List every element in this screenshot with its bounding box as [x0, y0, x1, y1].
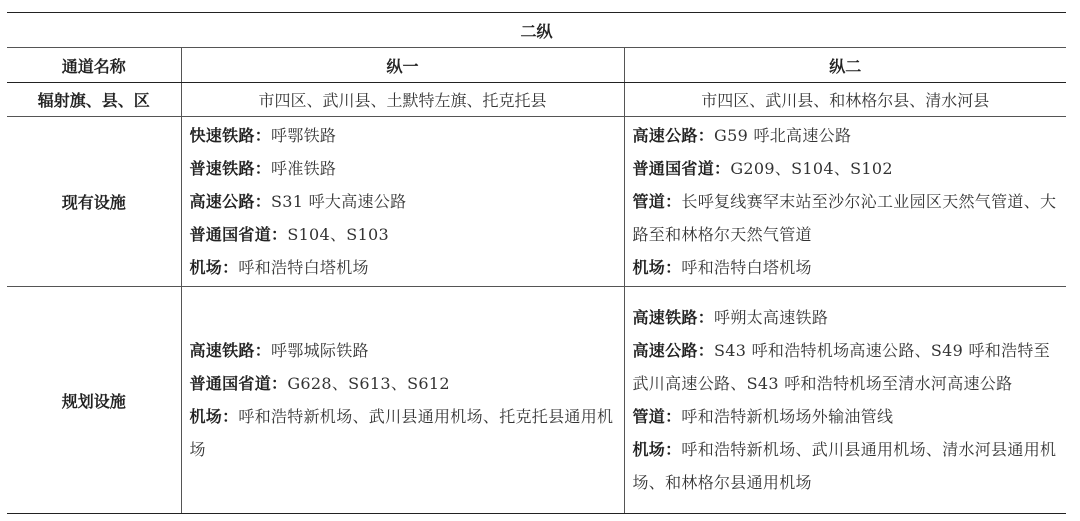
facility-entry [190, 251, 616, 284]
facility-value: S31 呼大高速公路 [271, 192, 407, 211]
facility-type: 机场： [632, 258, 682, 277]
facility-value: 呼和浩特新机场、武川县通用机场、清水河县通用机场、和林格尔县通用机场 [632, 440, 1057, 492]
table-title-row [7, 13, 1066, 48]
facility-type: 快速铁路： [189, 126, 272, 145]
facility-entry [190, 400, 616, 466]
existing-facilities-row [7, 117, 1066, 287]
header-channel-name: 通道名称 [7, 48, 181, 83]
facility-value: 长呼复线赛罕末站至沙尔沁工业园区天然气管道、大路至和林格尔天然气管道 [632, 192, 1057, 244]
radial-label: 辐射旗、县、区 [7, 83, 181, 117]
planned-vertical-2-list [625, 299, 1067, 501]
facility-type: 高速铁路： [189, 341, 272, 360]
facility-entry [633, 301, 1059, 334]
facility-value: G209、S104、S102 [730, 159, 893, 178]
existing-vertical-2 [624, 117, 1066, 287]
facility-value: 呼和浩特白塔机场 [681, 258, 812, 277]
facility-type: 高速公路： [632, 341, 715, 360]
planned-vertical-2 [624, 287, 1066, 514]
facility-type: 机场： [189, 258, 239, 277]
planned-facilities-row [7, 287, 1066, 514]
existing-vertical-1 [181, 117, 624, 287]
facility-type: 普通国省道： [189, 225, 288, 244]
facility-type: 普通国省道： [189, 374, 288, 393]
planned-label: 规划设施 [7, 287, 181, 514]
facility-entry [190, 218, 616, 251]
facility-type: 机场： [189, 407, 239, 426]
facility-value: 呼和浩特新机场场外输油管线 [681, 407, 894, 426]
table-title: 二纵 [7, 13, 1066, 48]
radial-row [7, 83, 1066, 117]
facility-entry [190, 367, 616, 400]
facility-value: G628、S613、S612 [287, 374, 450, 393]
facility-entry [633, 400, 1059, 433]
facility-type: 高速公路： [632, 126, 715, 145]
facility-type: 普速铁路： [189, 159, 272, 178]
facility-type: 高速公路： [189, 192, 272, 211]
facility-entry [633, 185, 1059, 251]
header-vertical-1: 纵一 [181, 48, 624, 83]
facility-value: 呼准铁路 [271, 159, 337, 178]
facility-type: 管道： [632, 192, 682, 211]
facility-entry [633, 334, 1059, 400]
radial-vertical-2: 市四区、武川县、和林格尔县、清水河县 [624, 83, 1066, 117]
facility-entry [190, 152, 616, 185]
facility-type: 普通国省道： [632, 159, 731, 178]
planned-vertical-1-list [182, 332, 624, 468]
facility-entry [190, 119, 616, 152]
existing-vertical-1-list [182, 117, 624, 286]
facility-value: 呼朔太高速铁路 [714, 308, 829, 327]
facility-entry [190, 185, 616, 218]
table-header-row [7, 48, 1066, 83]
facility-entry [633, 433, 1059, 499]
header-vertical-2: 纵二 [624, 48, 1066, 83]
facility-value: 呼和浩特新机场、武川县通用机场、托克托县通用机场 [189, 407, 614, 459]
radial-vertical-1: 市四区、武川县、土默特左旗、托克托县 [181, 83, 624, 117]
existing-vertical-2-list [625, 117, 1067, 286]
facility-entry [633, 119, 1059, 152]
facility-value: 呼鄂城际铁路 [271, 341, 369, 360]
facility-value: 呼和浩特白塔机场 [238, 258, 369, 277]
existing-label: 现有设施 [7, 117, 181, 287]
facility-entry [633, 152, 1059, 185]
corridor-table [7, 12, 1066, 514]
facility-value: G59 呼北高速公路 [714, 126, 852, 145]
facility-value: S43 呼和浩特机场高速公路、S49 呼和浩特至武川高速公路、S43 呼和浩特机场至清水河高速公路 [632, 341, 1051, 393]
facility-entry [190, 334, 616, 367]
planned-vertical-1 [181, 287, 624, 514]
facility-type: 高速铁路： [632, 308, 715, 327]
facility-value: 呼鄂铁路 [271, 126, 337, 145]
facility-type: 管道： [632, 407, 682, 426]
facility-entry [633, 251, 1059, 284]
facility-value: S104、S103 [287, 225, 390, 244]
facility-type: 机场： [632, 440, 682, 459]
